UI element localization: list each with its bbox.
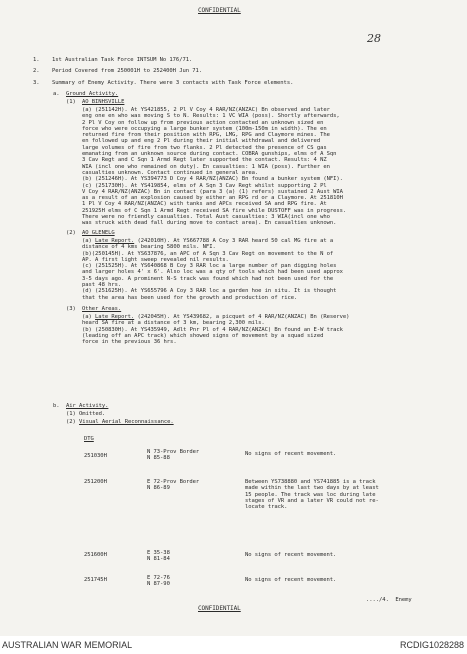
vr-row-remarks: No signs of recent movement. [245, 577, 337, 583]
archive-footer [0, 636, 467, 654]
text-line: 251925H elms of C Sqn 1 Armd Regt received SA fire while DUSTOFF was in progress. [82, 207, 347, 214]
item-1-number: 1. [33, 57, 40, 63]
text-line: distance of 4 kms bearing 5800 mils. NFI. [82, 244, 216, 251]
text-line: (b) (250830H). At YS435949, Adlt Pnr Pl of 4 RAR/NZ(ANZAC) Bn found an E-W track [82, 326, 343, 333]
text-line: AP. A first light sweep revealed nil results. [82, 256, 229, 263]
air-label: b. [53, 403, 60, 409]
text-line: eng one en who was moving S to N. Results: 1 VC WIA (poss). Shortly afterwards, [82, 113, 340, 120]
other-areas-title: Other Areas. [82, 306, 122, 312]
text-line: (b) (251246H). At YS394773 D Coy 4 RAR/NZ(ANZAC) Bn found a bunker system (NFI). [82, 176, 343, 183]
text-line: force who were occupying a large bunker system (100m-150m in width). The en [82, 125, 327, 132]
text-line: (leading off an APC track) which showed signs of movement by a squad sized [82, 332, 324, 339]
text-line: returned fire from their position with RPG, LMG, RPG and Claymore mines. The [82, 132, 330, 139]
ao-glenelg-title: AO GLENELG [82, 230, 115, 236]
ground-heading: Ground Activity. [66, 91, 119, 97]
other-areas-text [82, 314, 349, 345]
continuation-note: ..../4. Enemy [366, 597, 412, 603]
remarks-line: stages of VR and a later VR could not re- [245, 497, 379, 504]
text-line: casualties unknown. Contact continued in general area. [82, 169, 259, 176]
text-line: was struck with dead fall during move to contact area). En casualties unknown. [82, 220, 337, 227]
ao-binhsville-label: (1) [66, 99, 76, 105]
text-line: emanating from an unknown source during contact. COBRA gunships, elms of A Sqn [82, 151, 337, 158]
area-line: E 35-38 [147, 550, 170, 556]
vr-row-area [147, 449, 199, 462]
vr-row-dtg: 251030H [84, 453, 107, 459]
remarks-line: 15 people. The track was loc during late [245, 491, 376, 498]
vr-row-area [147, 479, 199, 492]
text-line: 3-5 days ago. A prominent N-S track was found which had not been used for the [82, 275, 334, 282]
vr-row-remarks: No signs of recent movement. [245, 451, 337, 457]
text-line: 3 Cav Regt and C Sqn 1 Armd Regt later supported the contact. Results: 4 NZ [82, 157, 327, 164]
archive-name: AUSTRALIAN WAR MEMORIAL [2, 640, 133, 650]
text-line: 2 Pl V Coy on follow up from previous action contacted an unknown sized en [82, 119, 324, 126]
vr-row-remarks [245, 479, 379, 510]
text-line: (c) (251730H). At YS419854, elms of A Sqn 3 Cav Regt whilst supporting 2 Pl [82, 182, 327, 189]
vr-row-area [147, 550, 170, 563]
area-line: N 81-84 [147, 556, 170, 563]
archive-reference: RCDIG1028288 [399, 640, 464, 650]
text-line: V Coy 4 RAR/NZ(ANZAC) Bn in contact (para 3 (a) (1) refers) sustained 2 Aust WIA [82, 188, 343, 195]
item-2-number: 2. [33, 68, 40, 74]
text-line: There were no friendly casualties. Total Aust casualties: 3 WIA(incl one who [82, 214, 330, 221]
area-line: N 86-89 [147, 485, 170, 492]
text-line: (b)(250145H). At YS637876, an APC of A Sqn 3 Cav Regt on movement to the N of [82, 250, 334, 257]
area-line: E 72-76 [147, 575, 170, 581]
remarks-line: locate track. [245, 504, 288, 511]
area-line: N 73-Prov Border [147, 449, 200, 455]
vr-row-dtg: 251600H [84, 552, 107, 558]
text-line: (a) Late Report. (242045H). At YS439682, a picquet of 4 RAR/NZ(ANZAC) Bn (Reserve) [82, 314, 350, 320]
text-line: (c) (251525H). At YS640868 B Coy 3 RAR loc a large number of pan digging holes [82, 263, 337, 270]
item-3-number: 3. [33, 80, 40, 86]
item-2-text: Period Covered from 250001H to 252400H Jun 71. [52, 68, 203, 74]
other-areas-label: (3) [66, 306, 76, 312]
text-line: (d) (251625H). At YS655796 A Coy 3 RAR loc a garden hoe in situ. It is thought [82, 288, 337, 295]
area-line: E 72-Prov Border [147, 479, 200, 485]
classification-footer: CONFIDENTIAL [198, 605, 241, 612]
text-line: en followed up and eng 2 Pl during their initial withdrawal and delivered [82, 138, 321, 145]
area-line: N 87-90 [147, 581, 170, 588]
text-line: and larger holes 4' x 6'. Also loc was a qty of tools which had been used approx [82, 269, 343, 276]
classification-header: CONFIDENTIAL [198, 7, 241, 14]
remarks-line: Between YS738880 and YS741885 is a track [245, 479, 376, 485]
air-omitted: (1) Omitted. [66, 411, 106, 417]
text-line: past 48 hrs. [82, 282, 122, 289]
ao-glenelg-label: (2) [66, 230, 76, 236]
remarks-line: made within the last two days by at least [245, 485, 379, 492]
vr-row-remarks: No signs of recent movement. [245, 552, 337, 558]
ground-label: a. [53, 91, 60, 97]
text-line: force in the previous 36 hrs. [82, 339, 177, 346]
item-3-text: Summary of Enemy Activity. There were 3 contacts with Task Force elements. [52, 80, 294, 86]
visual-recon-line: (2) Visual Aerial Reconnaissance. [66, 419, 174, 425]
text-line: WIA (incl one who remained on duty). En casualties: 1 WIA (poss). Further en [82, 163, 330, 170]
item-1-text: 1st Australian Task Force INTSUM No 176/71. [52, 57, 193, 63]
text-line: (a) (251142H). At YS421855, 2 Pl V Coy 4 RAR/NZ(ANZAC) Bn observed and later [82, 107, 330, 113]
text-line: as a result of an explosion caused by either an RPG rd or a Claymore. At 251810H [82, 195, 343, 202]
text-line: that the area has been used for the growth and production of rice. [82, 294, 298, 301]
vr-row-dtg: 251200H [84, 479, 107, 485]
text-line: 1 Pl V Coy 4 RAR/NZ(ANZAC) with tanks and APCs received SA and RPG fire. At [82, 201, 327, 208]
handwritten-page-number: 28 [367, 32, 381, 45]
text-line: (a) Late Report. (242010H). At YS667788 A Coy 3 RAR heard 50 cal MG fire at a [82, 238, 334, 244]
ao-binhsville-text [82, 107, 346, 227]
text-line: heard SA fire at a distance of 3 km, bearing 2,300 mils. [82, 320, 265, 327]
text-line: large volumes of fire from two flanks. 2 Pl detected the presence of CS gas [82, 144, 327, 151]
ao-glenelg-text [82, 238, 343, 301]
table-header-dtg: DTG [84, 436, 94, 442]
ao-binhsville-title: AO BINHSVILLE [82, 99, 125, 105]
vr-row-area [147, 575, 170, 588]
area-line: N 85-88 [147, 455, 170, 462]
air-heading: Air Activity. [66, 403, 109, 409]
vr-row-dtg: 251745H [84, 577, 107, 583]
